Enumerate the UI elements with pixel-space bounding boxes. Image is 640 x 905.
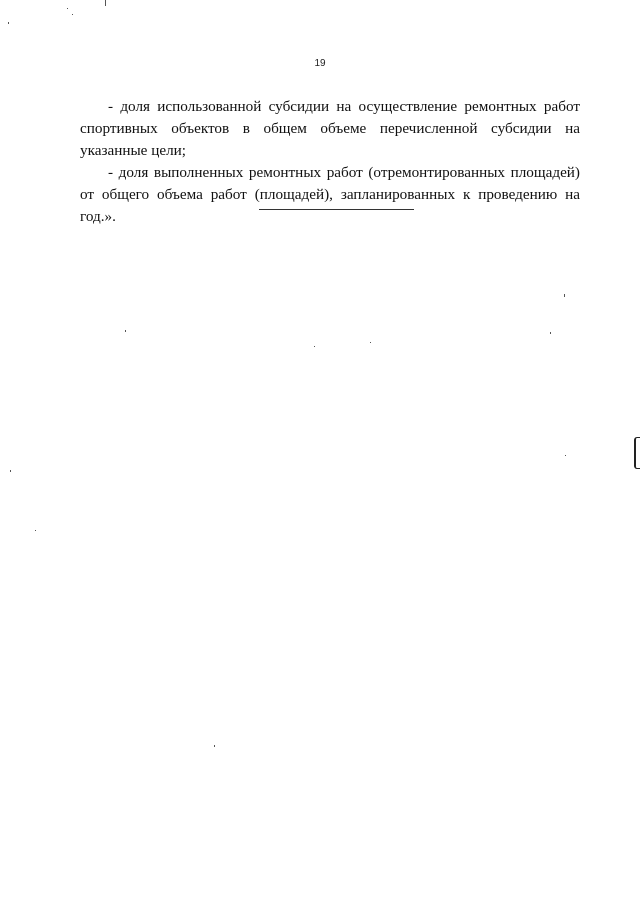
scan-speck <box>214 745 215 747</box>
scan-speck <box>314 346 315 347</box>
page-number: 19 <box>314 58 326 69</box>
scan-speck <box>105 0 106 6</box>
scan-speck <box>10 470 11 472</box>
scan-speck <box>370 342 371 343</box>
paragraph-subsidy-share: - доля использованной субсидии на осуществление ремонтных работ спортивных объектов в общем объеме перечисленной субсидии на указанные цели; <box>80 98 580 159</box>
scan-speck <box>564 294 565 297</box>
scan-speck <box>67 8 68 9</box>
scan-speck <box>125 330 126 332</box>
scan-speck <box>565 455 566 456</box>
end-separator-line <box>259 209 414 210</box>
page-edge-mark <box>634 437 640 469</box>
scan-speck <box>72 14 73 15</box>
paragraph-repair-share: - доля выполненных ремонтных работ (отремонтированных площадей) от общего объема работ (площадей), запланированных к проведению на год.». <box>80 164 580 225</box>
scan-speck <box>550 332 551 334</box>
scan-speck <box>35 530 36 531</box>
scan-speck <box>8 22 9 24</box>
